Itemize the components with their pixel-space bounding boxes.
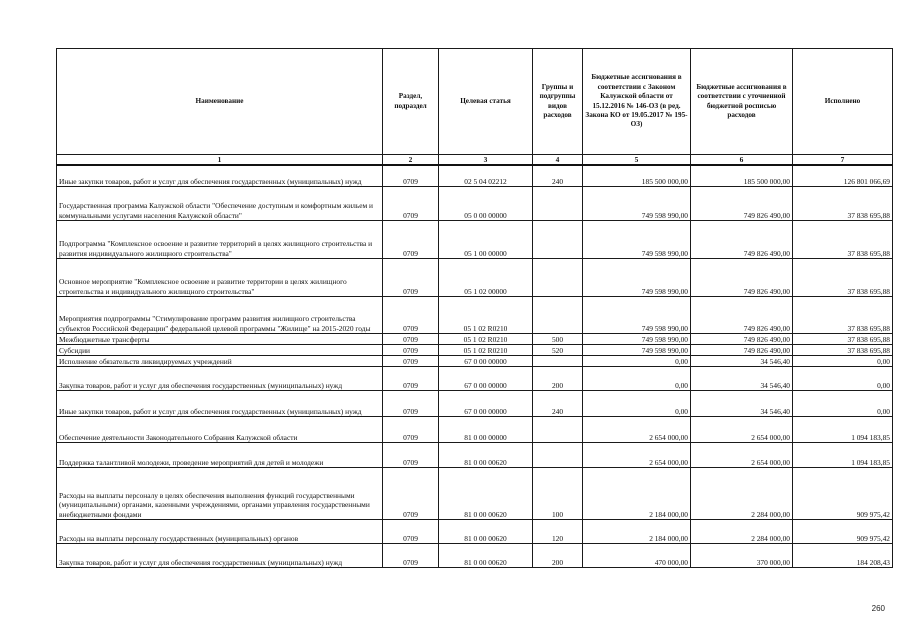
row-updated: 749 826 490,00 <box>691 296 793 333</box>
row-executed: 37 838 695,88 <box>793 258 893 296</box>
row-target: 67 0 00 00000 <box>439 355 533 366</box>
table-row <box>57 186 893 220</box>
table-header-row <box>57 49 893 155</box>
row-executed: 0,00 <box>793 366 893 390</box>
row-name: Иные закупки товаров, работ и услуг для обеспечения государственных (муниципальных) нужд <box>57 165 383 186</box>
budget-table <box>56 48 893 568</box>
row-updated: 749 826 490,00 <box>691 344 793 355</box>
row-target: 05 0 00 00000 <box>439 186 533 220</box>
row-group <box>533 220 583 258</box>
header-groups: Группы и подгруппы видов расходов <box>533 49 583 155</box>
row-law: 749 598 990,00 <box>583 186 691 220</box>
row-executed: 0,00 <box>793 355 893 366</box>
table-row <box>57 220 893 258</box>
row-law: 749 598 990,00 <box>583 296 691 333</box>
row-section: 0709 <box>383 165 439 186</box>
row-executed: 126 801 066,69 <box>793 165 893 186</box>
column-number: 5 <box>583 155 691 166</box>
column-number: 6 <box>691 155 793 166</box>
table-row <box>57 442 893 467</box>
row-group: 500 <box>533 333 583 344</box>
row-group <box>533 442 583 467</box>
row-group <box>533 296 583 333</box>
row-executed: 37 838 695,88 <box>793 220 893 258</box>
row-target: 05 1 02 R0210 <box>439 333 533 344</box>
row-executed: 1 094 183,85 <box>793 416 893 442</box>
row-updated: 34 546,40 <box>691 366 793 390</box>
row-law: 470 000,00 <box>583 543 691 567</box>
table-row <box>57 519 893 543</box>
row-law: 0,00 <box>583 355 691 366</box>
row-law: 2 184 000,00 <box>583 519 691 543</box>
row-name: Расходы на выплаты персоналу в целях обеспечения выполнения функций государственными (муниципальными) органами, казенными учреждениями, органами управления государственными внебюджетными фондами <box>57 467 383 519</box>
table-row <box>57 333 893 344</box>
row-name: Подпрограмма "Комплексное освоение и развитие территорий в целях жилищного строительства и развития индивидуального жилищного строительства" <box>57 220 383 258</box>
row-section: 0709 <box>383 333 439 344</box>
column-number: 1 <box>57 155 383 166</box>
row-section: 0709 <box>383 543 439 567</box>
header-section: Раздел, подраздел <box>383 49 439 155</box>
row-law: 185 500 000,00 <box>583 165 691 186</box>
table-row <box>57 416 893 442</box>
row-law: 2 654 000,00 <box>583 442 691 467</box>
row-target: 81 0 00 00620 <box>439 519 533 543</box>
row-target: 81 0 00 00620 <box>439 543 533 567</box>
row-name: Исполнение обязательств ликвидируемых учреждений <box>57 355 383 366</box>
row-executed: 909 975,42 <box>793 519 893 543</box>
column-number: 2 <box>383 155 439 166</box>
row-target: 05 1 00 00000 <box>439 220 533 258</box>
row-section: 0709 <box>383 296 439 333</box>
row-executed: 0,00 <box>793 390 893 416</box>
row-target: 05 1 02 R0210 <box>439 344 533 355</box>
row-updated: 2 284 000,00 <box>691 519 793 543</box>
row-group <box>533 186 583 220</box>
column-number-row <box>57 155 893 166</box>
row-target: 05 1 02 00000 <box>439 258 533 296</box>
row-target: 81 0 00 00620 <box>439 467 533 519</box>
row-section: 0709 <box>383 416 439 442</box>
row-executed: 184 208,43 <box>793 543 893 567</box>
row-group <box>533 416 583 442</box>
table-row <box>57 467 893 519</box>
row-law: 749 598 990,00 <box>583 344 691 355</box>
table-row <box>57 390 893 416</box>
row-group: 240 <box>533 390 583 416</box>
table-row <box>57 296 893 333</box>
row-section: 0709 <box>383 344 439 355</box>
row-name: Закупка товаров, работ и услуг для обеспечения государственных (муниципальных) нужд <box>57 543 383 567</box>
row-updated: 749 826 490,00 <box>691 333 793 344</box>
row-updated: 749 826 490,00 <box>691 220 793 258</box>
row-group: 200 <box>533 366 583 390</box>
row-updated: 34 546,40 <box>691 390 793 416</box>
row-target: 67 0 00 00000 <box>439 366 533 390</box>
header-target: Целевая статья <box>439 49 533 155</box>
row-group <box>533 258 583 296</box>
row-updated: 749 826 490,00 <box>691 186 793 220</box>
row-name: Поддержка талантливой молодежи, проведение мероприятий для детей и молодежи <box>57 442 383 467</box>
row-name: Основное мероприятие "Комплексное освоение и развитие территории в целях жилищного строительства и индивидуального жилищного строительства" <box>57 258 383 296</box>
row-group: 240 <box>533 165 583 186</box>
row-section: 0709 <box>383 519 439 543</box>
table-row <box>57 543 893 567</box>
row-section: 0709 <box>383 355 439 366</box>
row-updated: 185 500 000,00 <box>691 165 793 186</box>
row-target: 81 0 00 00620 <box>439 442 533 467</box>
page-number: 260 <box>871 604 885 613</box>
row-section: 0709 <box>383 390 439 416</box>
row-target: 67 0 00 00000 <box>439 390 533 416</box>
row-name: Иные закупки товаров, работ и услуг для обеспечения государственных (муниципальных) нужд <box>57 390 383 416</box>
row-name: Государственная программа Калужской области "Обеспечение доступным и комфортным жильем и коммунальными услугами населения Калужской области" <box>57 186 383 220</box>
row-group: 200 <box>533 543 583 567</box>
row-group: 120 <box>533 519 583 543</box>
row-section: 0709 <box>383 467 439 519</box>
row-name: Закупка товаров, работ и услуг для обеспечения государственных (муниципальных) нужд <box>57 366 383 390</box>
row-executed: 37 838 695,88 <box>793 296 893 333</box>
row-target: 02 5 04 02212 <box>439 165 533 186</box>
row-updated: 749 826 490,00 <box>691 258 793 296</box>
column-number: 3 <box>439 155 533 166</box>
row-law: 0,00 <box>583 390 691 416</box>
row-executed: 1 094 183,85 <box>793 442 893 467</box>
row-law: 0,00 <box>583 366 691 390</box>
header-allocations-law: Бюджетные ассигнования в соответствии с Законом Калужской области от 15.12.2016 № 146-ОЗ (в ред. Закона КО от 19.05.2017 № 195-ОЗ) <box>583 49 691 155</box>
row-section: 0709 <box>383 442 439 467</box>
row-updated: 370 000,00 <box>691 543 793 567</box>
row-target: 05 1 02 R0210 <box>439 296 533 333</box>
row-law: 749 598 990,00 <box>583 258 691 296</box>
row-section: 0709 <box>383 220 439 258</box>
row-name: Субсидии <box>57 344 383 355</box>
header-allocations-updated: Бюджетные ассигнования в соответствии с уточненной бюджетной росписью расходов <box>691 49 793 155</box>
row-section: 0709 <box>383 186 439 220</box>
row-law: 749 598 990,00 <box>583 333 691 344</box>
column-number: 7 <box>793 155 893 166</box>
table-row <box>57 344 893 355</box>
row-executed: 37 838 695,88 <box>793 333 893 344</box>
row-updated: 2 654 000,00 <box>691 416 793 442</box>
table-row <box>57 258 893 296</box>
row-updated: 2 654 000,00 <box>691 442 793 467</box>
row-updated: 2 284 000,00 <box>691 467 793 519</box>
row-executed: 37 838 695,88 <box>793 344 893 355</box>
row-group <box>533 355 583 366</box>
row-target: 81 0 00 00000 <box>439 416 533 442</box>
header-name: Наименование <box>57 49 383 155</box>
row-law: 749 598 990,00 <box>583 220 691 258</box>
row-name: Межбюджетные трансферты <box>57 333 383 344</box>
row-law: 2 654 000,00 <box>583 416 691 442</box>
row-section: 0709 <box>383 366 439 390</box>
column-number: 4 <box>533 155 583 166</box>
row-updated: 34 546,40 <box>691 355 793 366</box>
row-law: 2 184 000,00 <box>583 467 691 519</box>
table-row <box>57 355 893 366</box>
row-name: Обеспечение деятельности Законодательного Собрания Калужской области <box>57 416 383 442</box>
row-name: Расходы на выплаты персоналу государственных (муниципальных) органов <box>57 519 383 543</box>
row-executed: 37 838 695,88 <box>793 186 893 220</box>
row-group: 520 <box>533 344 583 355</box>
header-executed: Исполнено <box>793 49 893 155</box>
row-name: Мероприятия подпрограммы "Стимулирование программ развития жилищного строительства субъектов Российской Федерации" федеральной целевой программы "Жилище" на 2015-2020 годы <box>57 296 383 333</box>
table-row <box>57 366 893 390</box>
row-executed: 909 975,42 <box>793 467 893 519</box>
row-section: 0709 <box>383 258 439 296</box>
table-row <box>57 165 893 186</box>
row-group: 100 <box>533 467 583 519</box>
